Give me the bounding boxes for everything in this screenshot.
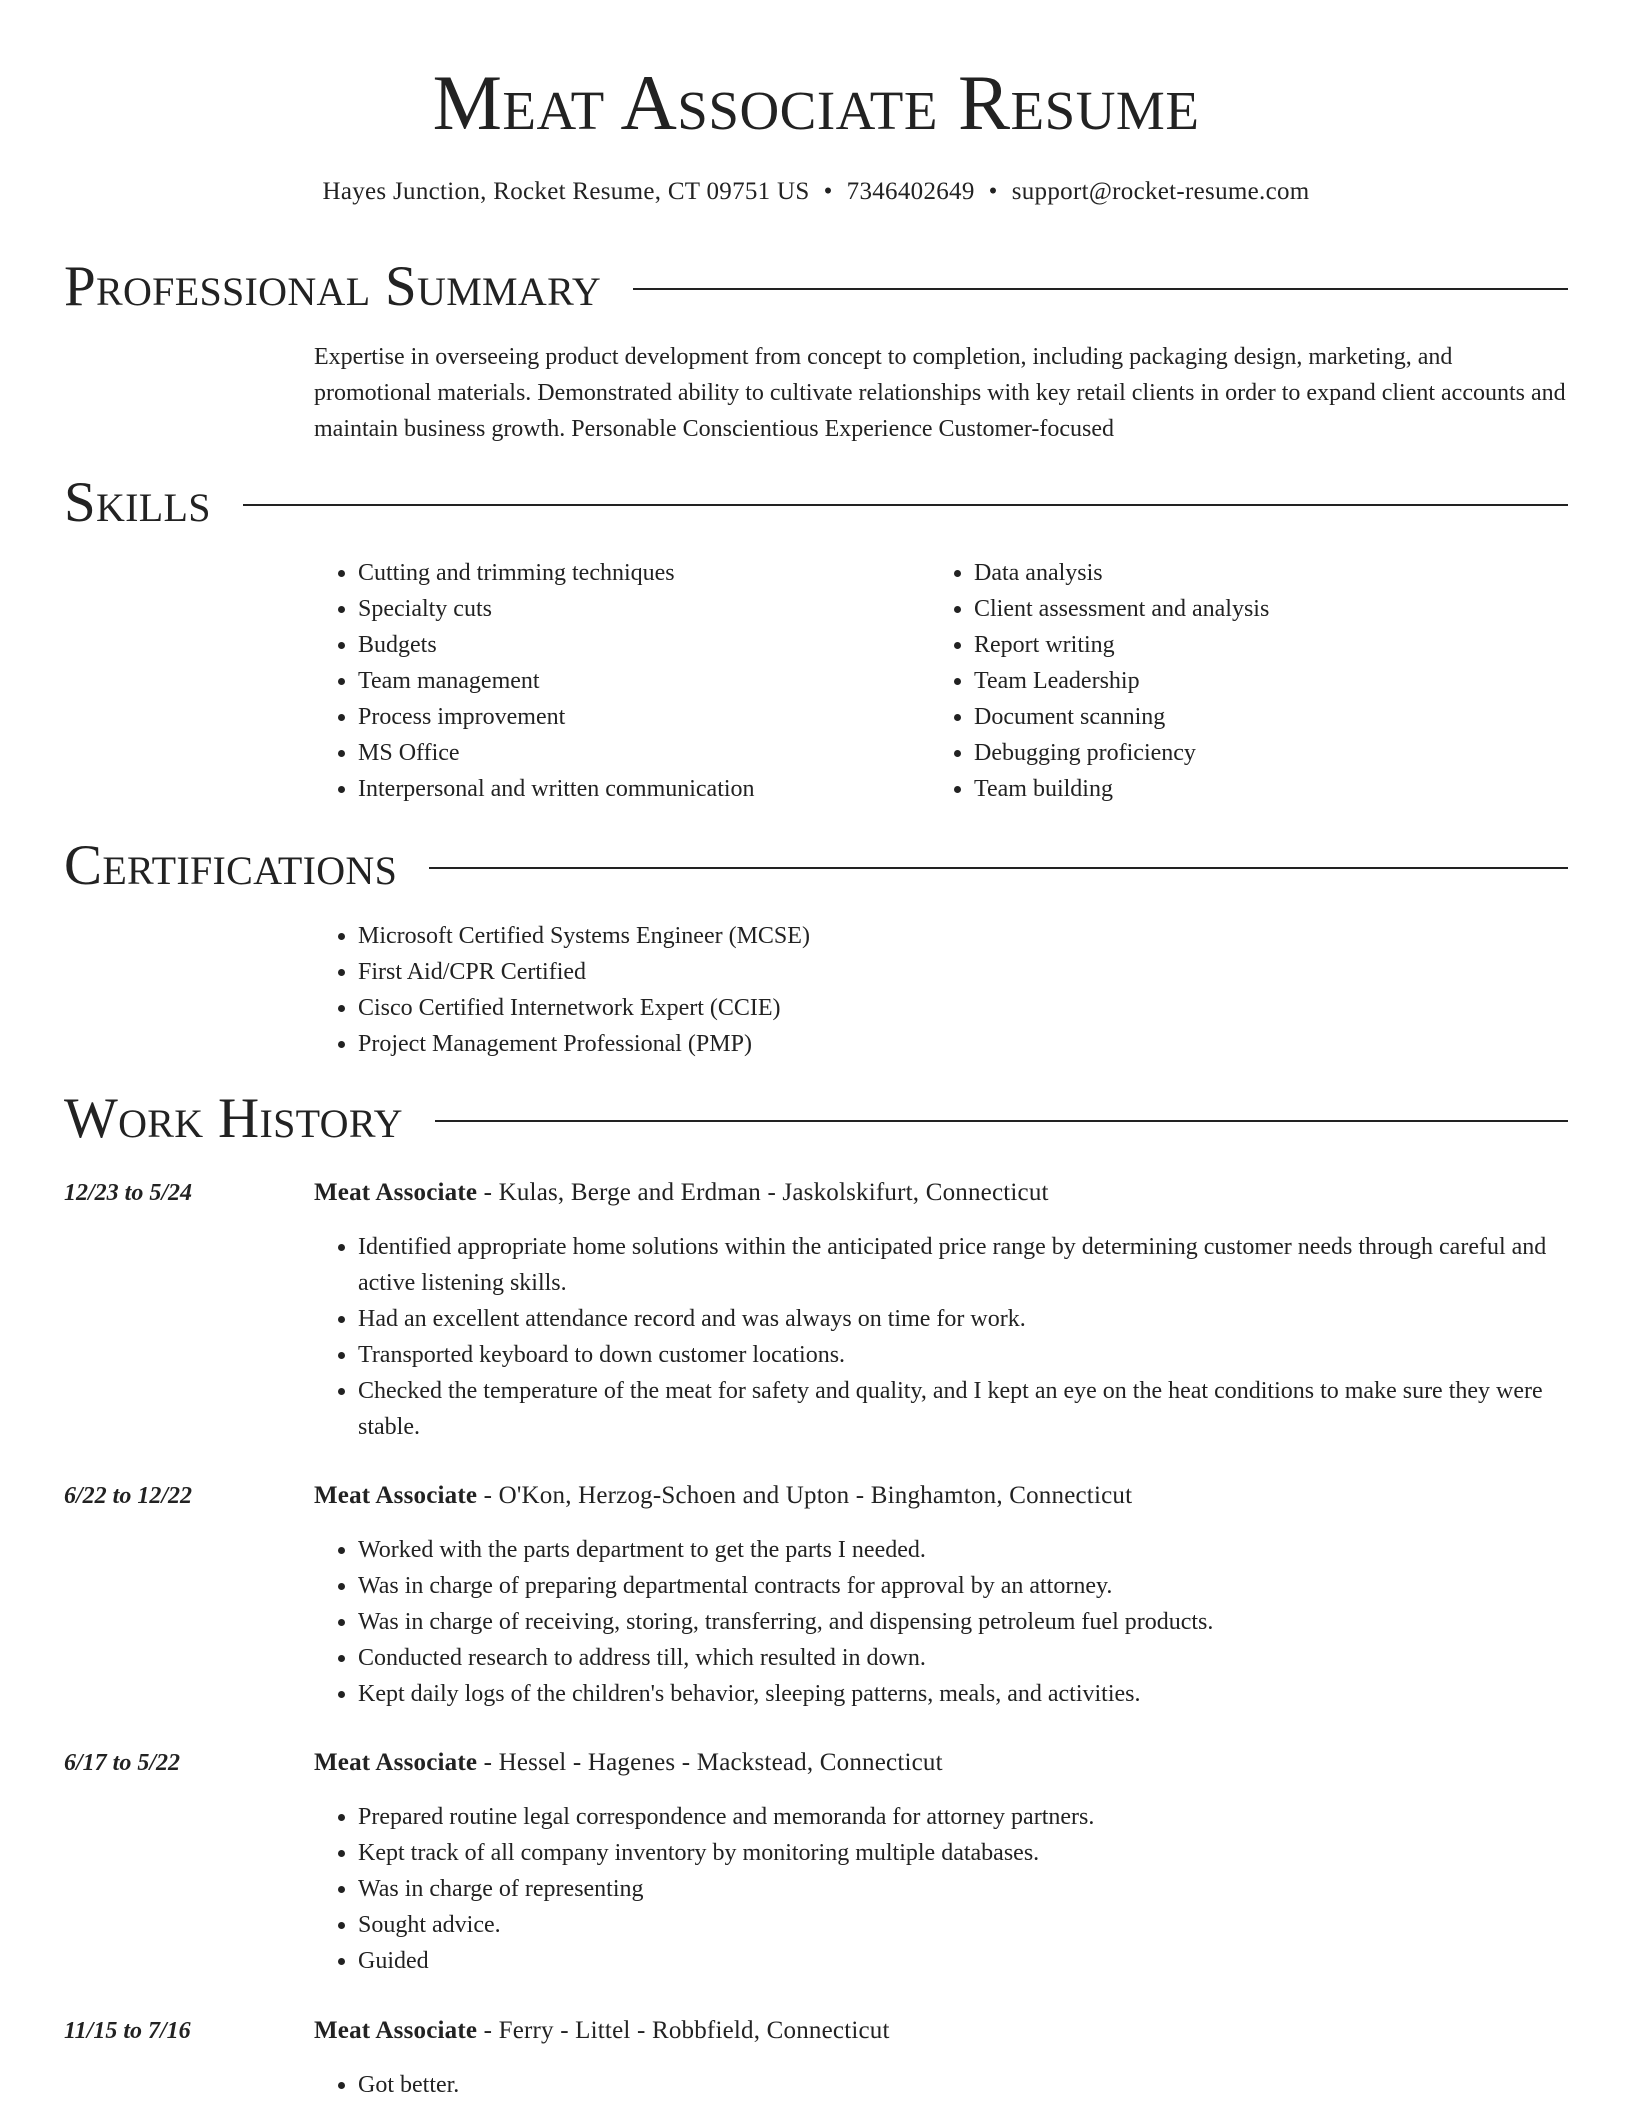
- contact-separator: •: [823, 178, 833, 205]
- job-bullet: • Conducted research to address till, which resulted in down.: [358, 1640, 1568, 1676]
- job-bullet: • Kept daily logs of the children's behavior, sleeping patterns, meals, and activities.: [358, 1676, 1568, 1712]
- job-role: Meat Associate: [314, 1749, 478, 1776]
- job-bullet: • Checked the temperature of the meat for safety and quality, and I kept an eye on the heat conditions to make sure they were stable.: [358, 1373, 1568, 1445]
- skill-item: • Data analysis: [974, 555, 1566, 591]
- job-bullet: • Got better.: [358, 2067, 1568, 2103]
- section-heading: Skills: [64, 471, 211, 534]
- job-employer: - O'Kon, Herzog-Schoen and Upton - Binghamton, Connecticut: [477, 1482, 1133, 1509]
- skill-item: • Client assessment and analysis: [974, 591, 1566, 627]
- job-dates: 12/23 to 5/24: [64, 1180, 193, 1206]
- contact-address: Hayes Junction, Rocket Resume, CT 09751 US: [322, 178, 810, 205]
- skill-item: • Budgets: [358, 627, 930, 663]
- skill-item: • Team management: [358, 663, 930, 699]
- job-bullet: • Worked with the parts department to get the parts I needed.: [358, 1532, 1568, 1568]
- section-certifications: [64, 831, 1568, 901]
- job-role: Meat Associate: [314, 1179, 478, 1206]
- certification-item: • Microsoft Certified Systems Engineer (MCSE): [358, 918, 1568, 954]
- job-bullet: • Transported keyboard to down customer locations.: [358, 1337, 1568, 1373]
- skill-item: • Document scanning: [974, 699, 1566, 735]
- contact-email[interactable]: support@rocket-resume.com: [1011, 178, 1310, 205]
- section-divider: [633, 288, 1568, 290]
- job-duties: [314, 1532, 1568, 1712]
- job-duties: [314, 2067, 1568, 2103]
- job-bullet: • Guided: [358, 1943, 1568, 1979]
- job-bullet: • Kept track of all company inventory by monitoring multiple databases.: [358, 1835, 1568, 1871]
- job-bullets: [314, 1532, 1568, 1712]
- skill-item: • Team building: [974, 771, 1566, 807]
- section-divider: [435, 1120, 1568, 1122]
- section-divider: [429, 867, 1568, 869]
- skill-item: • Specialty cuts: [358, 591, 930, 627]
- skill-item: • Debugging proficiency: [974, 735, 1566, 771]
- skills-list: [930, 555, 1566, 807]
- job-bullets: [314, 1799, 1568, 1979]
- contact-line: [0, 174, 1632, 210]
- job-employer: - Hessel - Hagenes - Mackstead, Connecticut: [477, 1749, 943, 1776]
- job-bullets: [314, 1229, 1568, 1445]
- skills-column-right: [930, 555, 1566, 807]
- job-heading: [314, 2013, 1568, 2049]
- job-bullet: • Had an excellent attendance record and was always on time for work.: [358, 1301, 1568, 1337]
- certifications-list: [314, 918, 1568, 1062]
- contact-phone: 7346402649: [846, 178, 975, 205]
- skill-item: • Interpersonal and written communication: [358, 771, 930, 807]
- skill-item: • Team Leadership: [974, 663, 1566, 699]
- contact-separator: •: [988, 178, 998, 205]
- skill-item: • Cutting and trimming techniques: [358, 555, 930, 591]
- job-bullet: • Prepared routine legal correspondence and memoranda for attorney partners.: [358, 1799, 1568, 1835]
- job-duties: [314, 1229, 1568, 1445]
- job-bullet: • Was in charge of preparing departmental contracts for approval by an attorney.: [358, 1568, 1568, 1604]
- job-role: Meat Associate: [314, 2017, 478, 2044]
- skills-list: [314, 555, 930, 807]
- job-heading: [314, 1478, 1568, 1514]
- section-work-history: [64, 1084, 1568, 1154]
- job-dates: 11/15 to 7/16: [64, 2018, 191, 2044]
- certification-item: • First Aid/CPR Certified: [358, 954, 1568, 990]
- skill-item: • Process improvement: [358, 699, 930, 735]
- skill-item: • MS Office: [358, 735, 930, 771]
- job-employer: - Ferry - Littel - Robbfield, Connecticut: [477, 2017, 890, 2044]
- job-role: Meat Associate: [314, 1482, 478, 1509]
- section-heading: Professional Summary: [64, 255, 602, 318]
- certifications-block: [314, 918, 1568, 1062]
- certification-item: • Cisco Certified Internetwork Expert (CCIE): [358, 990, 1568, 1026]
- skill-item: • Report writing: [974, 627, 1566, 663]
- skills-column-left: [314, 555, 930, 807]
- job-bullet: • Sought advice.: [358, 1907, 1568, 1943]
- job-bullet: • Identified appropriate home solutions within the anticipated price range by determining customer needs through careful and active listening skills.: [358, 1229, 1568, 1301]
- job-dates: 6/17 to 5/22: [64, 1750, 181, 1776]
- job-bullet: • Was in charge of receiving, storing, transferring, and dispensing petroleum fuel products.: [358, 1604, 1568, 1640]
- job-duties: [314, 1799, 1568, 1979]
- job-heading: [314, 1175, 1568, 1211]
- job-heading: [314, 1745, 1568, 1781]
- section-skills: [64, 468, 1568, 538]
- resume-title: Meat Associate Resume: [432, 59, 1200, 146]
- section-heading: Certifications: [64, 834, 398, 897]
- summary-text: Expertise in overseeing product development from concept to completion, including packaging design, marketing, and promotional materials. Demonstrated ability to cultivate relationships with key retail clients in order to expand client accounts and maintain business growth. Personable Conscientious Experience Customer-focused: [314, 344, 1566, 442]
- job-bullet: • Was in charge of representing: [358, 1871, 1568, 1907]
- section-divider: [243, 504, 1568, 506]
- job-employer: - Kulas, Berge and Erdman - Jaskolskifurt, Connecticut: [477, 1179, 1049, 1206]
- section-heading: Work History: [64, 1087, 403, 1150]
- certification-item: • Project Management Professional (PMP): [358, 1026, 1568, 1062]
- job-dates: 6/22 to 12/22: [64, 1483, 193, 1509]
- section-professional-summary: [64, 252, 1568, 322]
- job-bullets: [314, 2067, 1568, 2103]
